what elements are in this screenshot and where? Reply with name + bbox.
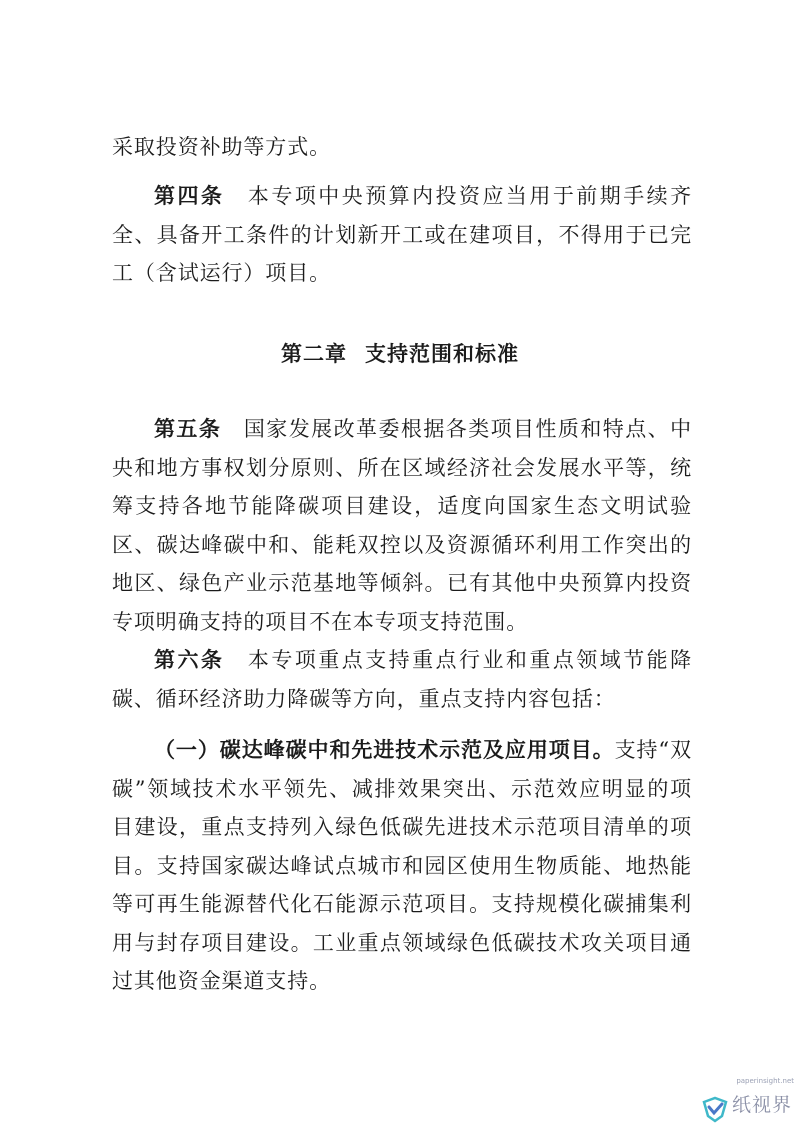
watermark <box>700 1077 796 1128</box>
article-4 <box>112 177 692 293</box>
article-6-heading: 第六条 <box>154 647 225 672</box>
item-1-body: 支持“双碳”领域技术水平领先、减排效果突出、示范效应明显的项目建设，重点支持列入绿色低碳先进技术示范项目清单的项目。支持国家碳达峰试点城市和园区使用生物质能、地热能等可再生能源替代化石能源示范项目。支持规模化碳捕集利用与封存项目建设。工业重点领域绿色低碳技术攻关项目通过其他资金渠道支持。 <box>112 738 692 993</box>
article-6 <box>112 641 692 718</box>
article-6-body: 本专项重点支持重点行业和重点领域节能降碳、循环经济助力降碳等方向，重点支持内容包括： <box>112 648 692 711</box>
paperinsight-logo-icon <box>700 1094 730 1124</box>
item-1 <box>112 731 692 1001</box>
article-5-body: 国家发展改革委根据各类项目性质和特点、中央和地方事权划分原则、所在区域经济社会发展水平等，统筹支持各地节能降碳项目建设，适度向国家生态文明试验区、碳达峰碳中和、能耗双控以及资源循环利用工作突出的地区、绿色产业示范基地等倾斜。已有其他中央预算内投资专项明确支持的项目不在本专项支持范围。 <box>112 417 693 634</box>
article-5 <box>112 410 692 641</box>
watermark-brand: 纸视界 <box>732 1094 793 1116</box>
watermark-url: paperinsight.net <box>736 1077 794 1085</box>
article-5-heading: 第五条 <box>154 416 222 441</box>
chapter-number: 第二章 <box>281 341 347 366</box>
article-4-heading: 第四条 <box>154 183 225 208</box>
chapter-title: 支持范围和标准 <box>365 341 519 366</box>
item-1-heading: （一）碳达峰碳中和先进技术示范及应用项目。 <box>154 737 615 762</box>
continuation-text: 采取投资补助等方式。 <box>112 135 331 159</box>
chapter-heading <box>0 338 800 368</box>
paragraph-continuation <box>112 128 692 167</box>
article-4-body: 本专项中央预算内投资应当用于前期手续齐全、具备开工条件的计划新开工或在建项目，不得用于已完工（含试运行）项目。 <box>112 184 692 285</box>
